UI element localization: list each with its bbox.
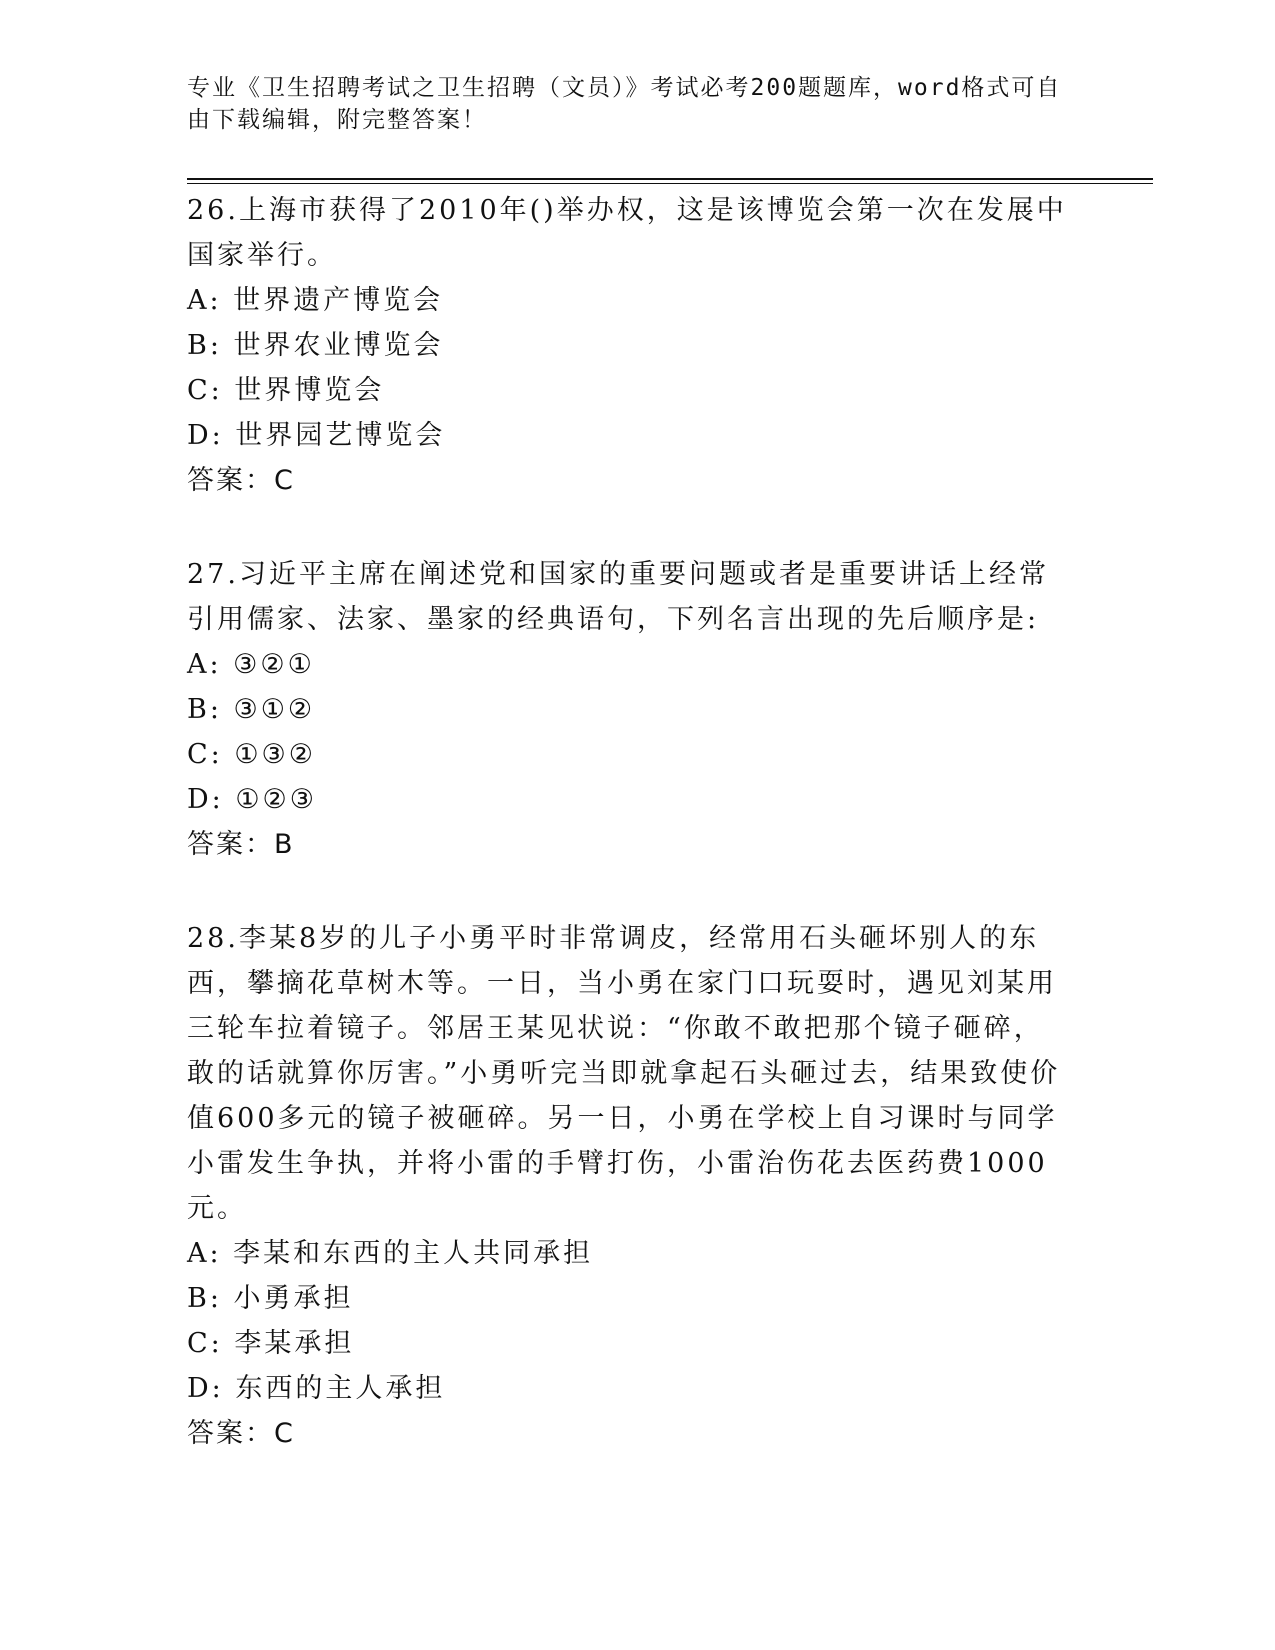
option-a: A: ③②① — [187, 649, 315, 680]
answer-line: 答案：B — [187, 829, 295, 860]
question-26 — [187, 188, 1067, 503]
option-c: C: ①③② — [187, 739, 316, 770]
option-b: B: 小勇承担 — [187, 1283, 354, 1314]
header-rule-thin — [187, 183, 1153, 184]
header-rule-thick — [187, 178, 1153, 180]
option-d: D: 东西的主人承担 — [187, 1373, 446, 1404]
option-a: A: 李某和东西的主人共同承担 — [187, 1238, 594, 1269]
answer-line: 答案：C — [187, 1418, 295, 1449]
question-27 — [187, 552, 1067, 867]
question-28 — [187, 916, 1067, 1456]
answer-line: 答案：C — [187, 465, 295, 496]
option-b: B: 世界农业博览会 — [187, 330, 444, 361]
question-text: 28.李某8岁的儿子小勇平时非常调皮，经常用石头砸坏别人的东西，攀摘花草树木等。一日，当小勇在家门口玩耍时，遇见刘某用三轮车拉着镜子。邻居王某见状说：“你敢不敢把那个镜子砸碎，敢的话就算你厉害。”小勇听完当即就拿起石头砸过去，结果致使价值600多元的镜子被砸碎。另一日，小勇在学校上自习课时与同学小雷发生争执，并将小雷的手臂打伤，小雷治伤花去医药费1000元。 — [187, 923, 1061, 1224]
option-c: C: 世界博览会 — [187, 375, 385, 406]
question-text: 26.上海市获得了2010年()举办权，这是该博览会第一次在发展中国家举行。 — [187, 195, 1067, 271]
question-text: 27.习近平主席在阐述党和国家的重要问题或者是重要讲话上经常引用儒家、法家、墨家的经典语句，下列名言出现的先后顺序是: — [187, 559, 1049, 635]
option-b: B: ③①② — [187, 694, 316, 725]
option-d: D: ①②③ — [187, 784, 317, 815]
document-header: 专业《卫生招聘考试之卫生招聘（文员）》考试必考200题题库，word格式可自由下载编辑，附完整答案！ — [187, 75, 1062, 133]
option-c: C: 李某承担 — [187, 1328, 355, 1359]
option-d: D: 世界园艺博览会 — [187, 420, 446, 451]
option-a: A: 世界遗产博览会 — [187, 285, 444, 316]
